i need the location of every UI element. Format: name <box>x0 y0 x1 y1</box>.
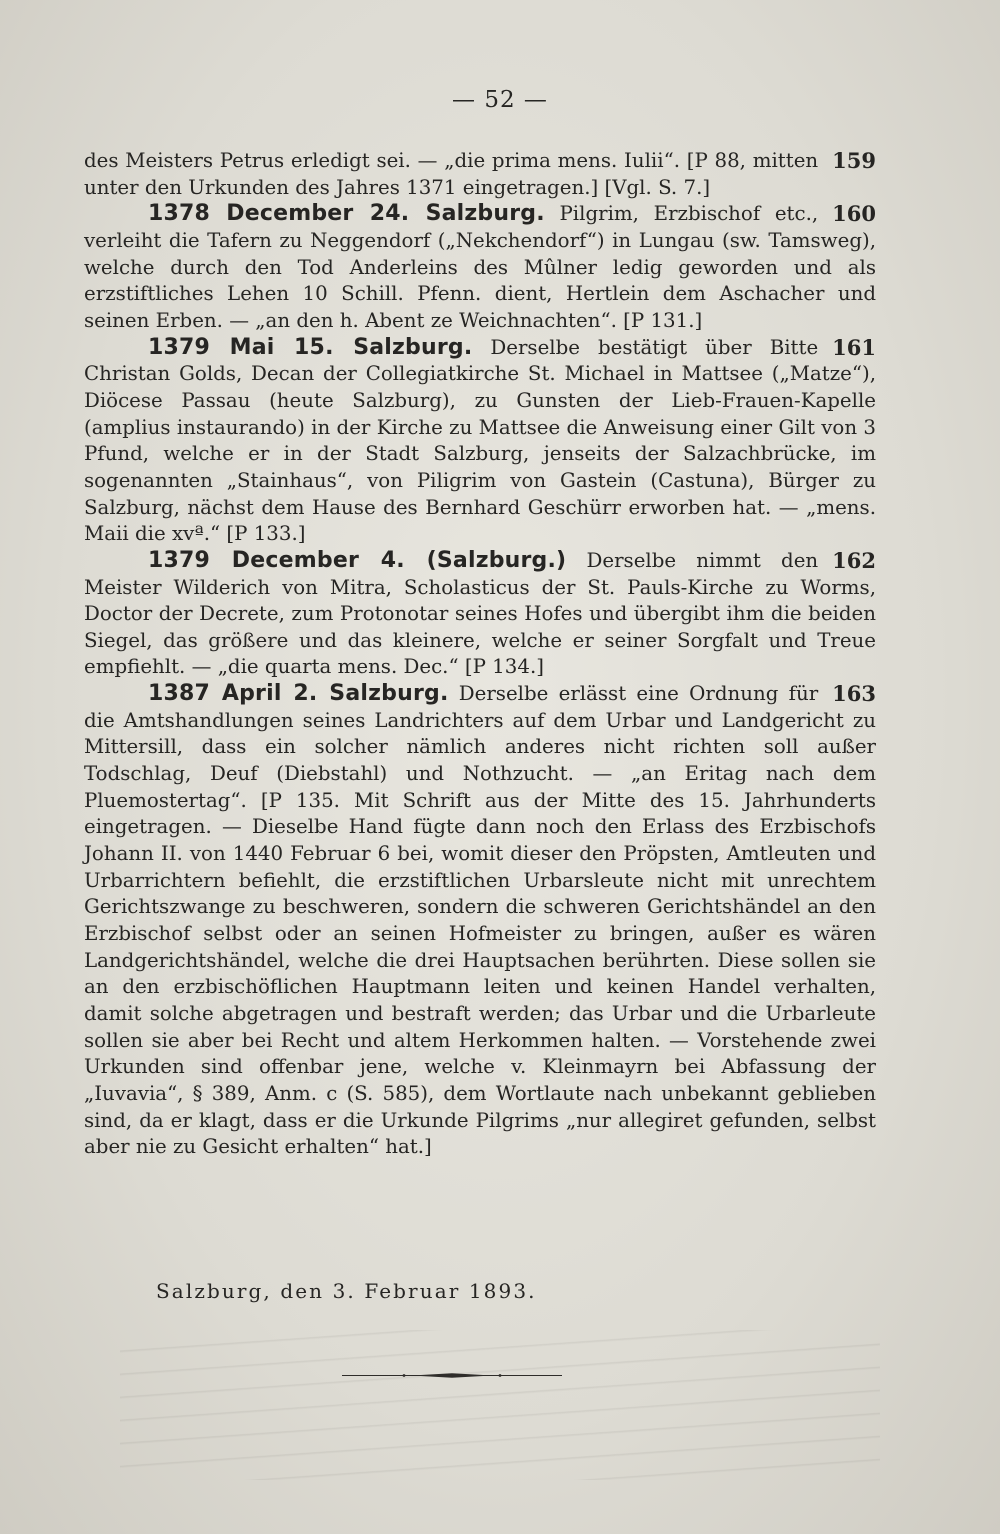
entry-number: 160 <box>832 201 876 227</box>
entry-162 <box>84 548 876 681</box>
ornamental-rule-icon <box>342 1371 562 1380</box>
entry-text: des Meisters Petrus erledigt sei. — „die prima mens. Iulii“. [P 88, mitten unter den Urkunden des Jahres 1371 eingetragen.] [Vgl. S. 7.] <box>84 149 819 199</box>
entry-number: 162 <box>832 547 876 573</box>
entry-text: Derselbe bestätigt über Bitte Christan Golds, Decan der Collegiatkirche St. Michael in Mattsee („Matze“), Diöcese Passau (heute Salzburg), zu Gunsten der Lieb-Frauen-Kapelle (amplius instaurando) in der Kirche zu Mattsee die Anweisung einer Gilt von 3 Pfund, welche er in der Stadt Salzburg, jenseits der Salzachbrücke, im sogenannten „Stainhaus“, von Piligrim von Gastein (Castuna), Bürger zu Salzburg, nächst dem Hause des Bernhard Geschürr erworben hat. — „mens. Maii die xvª.“ [P 133.] <box>84 335 876 546</box>
entry-text: Pilgrim, Erzbischof etc., verleiht die Tafern zu Neggendorf („Nekchendorf“) in Lungau (sw. Tamsweg), welche durch den Tod Anderleins des Mûlner ledig geworden und als erzstiftliches Lehen 10 Schill. Pfenn. dient, Hertlein dem Aschacher und seinen Erben. — „an den h. Abent ze Weichnachten“. [P 131.] <box>84 202 876 332</box>
entry-heading: 1379 December 4. (Salzburg.) <box>148 547 567 573</box>
document-body <box>84 148 876 1161</box>
entry-number: 159 <box>832 148 876 173</box>
entry-number: 163 <box>832 681 876 707</box>
entry-heading: 1378 December 24. Salzburg. <box>148 201 545 227</box>
entry-text: Derselbe erlässt eine Ordnung für die Amtshandlungen seines Landrichters auf dem Urbar und Landgericht zu Mittersill, dass ein solcher nämlich anderes nicht richten soll außer Todschlag, Deuf (Diebstahl) und Nothzucht. — „an Eritag nach dem Pluemostertag“. [P 135. Mit Schrift aus der Mitte des 15. Jahrhunderts eingetragen. — Dieselbe Hand fügte dann noch den Erlass des Erzbischofs Johann II. von 1440 Februar 6 bei, womit dieser den Pröpsten, Amtleuten und Urbarrichtern befiehlt, die erzstiftlichen Urbarsleute nicht mit unrechtem Gerichtszwange zu beschweren, sondern die schweren Gerichtshändel an den Erzbischof selbst oder an seinen Hofmeister zu bringen, außer es wären Landgerichtshändel, welche die drei Hauptsachen berührten. Diese sollen sie an den erzbischöflichen Hauptmann leiten und keinen Handel verhalten, damit solche abgetragen und bestraft werden; das Urbar und die Urbarleute sollen sie aber bei Recht und altem Herkommen halten. — Vorstehende zwei Urkunden sind offenbar jene, welche v. Kleinmayrn bei Abfassung der „Iuvavia“, § 389, Anm. c (S. 585), dem Wortlaute nach unbekannt geblieben sind, da er klagt, dass er die Urkunde Pilgrims „nur allegiret gefunden, selbst aber nie zu Gesicht erhalten“ hat.] <box>84 682 876 1159</box>
page-number: — 52 — <box>452 87 548 113</box>
entry-159 <box>84 148 876 201</box>
entry-160 <box>84 201 876 334</box>
entry-heading: 1387 April 2. Salzburg. <box>148 681 449 707</box>
show-through-texture <box>120 1330 880 1480</box>
closing-dateline: Salzburg, den 3. Februar 1893. <box>156 1279 537 1303</box>
entry-number: 161 <box>832 334 876 360</box>
ornamental-rule <box>342 1371 562 1380</box>
entry-163 <box>84 681 876 1161</box>
entry-text: Derselbe nimmt den Meister Wilderich von Mitra, Scholasticus der St. Pauls-Kirche zu Worms, Doctor der Decrete, zum Protonotar seines Hofes und übergibt ihm die beiden Siegel, das größere und das kleinere, welche er seiner Sorgfalt und Treue empfiehlt. — „die quarta mens. Dec.“ [P 134.] <box>84 548 876 679</box>
entry-161 <box>84 335 876 548</box>
entry-heading: 1379 Mai 15. Salzburg. <box>148 334 473 360</box>
